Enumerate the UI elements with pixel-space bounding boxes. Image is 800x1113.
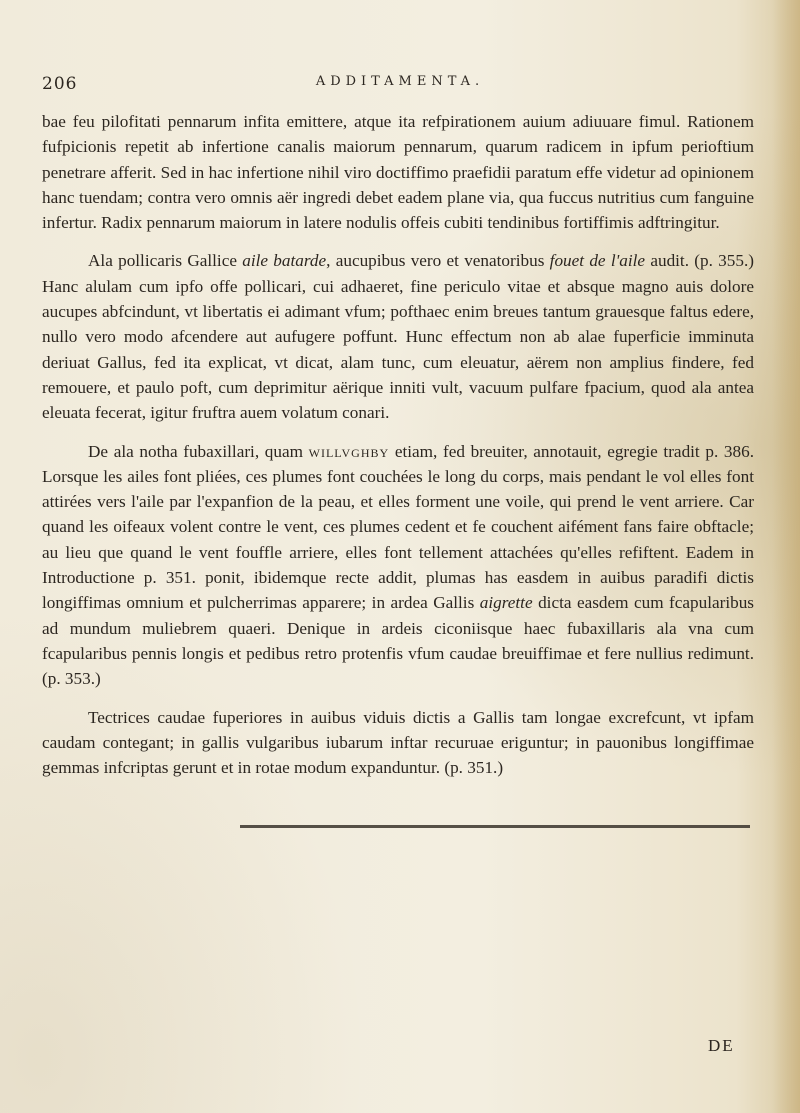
catchword: DE bbox=[708, 1036, 735, 1055]
paragraph-3-text-b: etiam, fed breuiter, annotauit, egregie tradit p. 386. Lorsque les ailes font pliées, ces plumes font couchées le long du corps, mais pendant le vol elles font attirées vers l'aile par l'expanfion de la peau, et elles forment une voile, qui prend le vent arriere. Car quand les oifeaux volent contre le vent, ces plumes cedent et fe couchent aifément fans faire obftacle; au lieu que quand le vent fouffle arriere, elles font tellement attachées qu'elles refiftent. Eadem in Introductione p. 351. ponit, ibidemque recte addit, plumas has easdem in auibus paradifi dictis longiffimas omnium et pulcherrimas apparere; in ardea Gallis bbox=[42, 441, 754, 613]
paragraph-2-italic-a: aile batarde bbox=[242, 251, 327, 271]
paragraph-2-italic-b: fouet de l'aile bbox=[549, 251, 646, 271]
running-head: ADDITAMENTA. bbox=[315, 74, 485, 89]
paragraph-3-text-a: De ala notha fubaxillari, quam bbox=[88, 441, 309, 461]
body-text bbox=[42, 109, 754, 780]
paragraph-2 bbox=[42, 248, 754, 425]
paragraph-3-italic: aigrette bbox=[479, 593, 533, 613]
page-number: 206 bbox=[42, 74, 78, 94]
paragraph-4 bbox=[42, 705, 754, 781]
paragraph-3 bbox=[42, 439, 754, 692]
paragraph-2-text-b: , aucupibus vero et venatoribus bbox=[326, 251, 550, 271]
paragraph-3-text-c: dicta easdem cum fcapularibus ad mundum muliebrem quaeri. Denique in ardeis ciconiisque haec fubaxillaris ala vna cum fcapularibus pennis longis et pedibus retro protenfis vfum caudae breuiffimae et fere nullius redimunt. (p. 353.) bbox=[42, 593, 754, 689]
page-edge-shadow bbox=[772, 0, 800, 1113]
paragraph-2-text-c: audit. (p. 355.) Hanc alulam cum ipfo offe pollicari, cui adhaeret, fine periculo vitae et absque magno auis dolore aucupes abfcindunt, vt libertatis ei adimant vfum; pofthaec enim breues tantum grauesque faltus edere, nullo vero modo afcendere aut aufugere poffunt. Hunc effectum non ab alae fuperficie imminuta deriuat Gallus, fed ita explicat, vt dicat, alam tunc, cum eleuatur, aërem non amplius findere, fed remouere, et paulo poft, cum deprimitur aërique inniti vult, vacuum pulfare fpacium, quod ala antea eleuata fecerat, igitur fruftra auem volatum conari. bbox=[42, 251, 754, 423]
paragraph-4-text: Tectrices caudae fuperiores in auibus viduis dictis a Gallis tam longae excrefcunt, vt ipfam caudam contegant; in gallis vulgaribus iubarum inftar recuruae eriguntur; in pauonibus longiffimae gemmas infcriptas gerunt et in rotae modum expanduntur. (p. 351.) bbox=[42, 707, 754, 778]
ornamental-rule bbox=[240, 825, 750, 828]
paragraph-2-text-a: Ala pollicaris Gallice bbox=[88, 251, 243, 271]
paragraph-1 bbox=[42, 109, 754, 235]
paragraph-1-text: bae feu pilofitati pennarum infita emittere, atque ita refpirationem auium adiuuare fimul. Rationem fufpicionis repetit ab infertione canalis maiorum pennarum, quarum radicem in ipfum perioftium penetrare afferit. Sed in hac infertione nihil viro doctiffimo praefidii paratum effe videtur ad opinionem hanc tuendam; contra vero omnis aër ingredi debet eadem plane via, qua fuccus nutritius cum fanguine infertur. Radix pennarum maiorum in latere nodulis offeis cubiti tendinibus fortiffimis adftringitur. bbox=[42, 112, 754, 233]
paragraph-3-author-name: willvghby bbox=[308, 441, 390, 461]
